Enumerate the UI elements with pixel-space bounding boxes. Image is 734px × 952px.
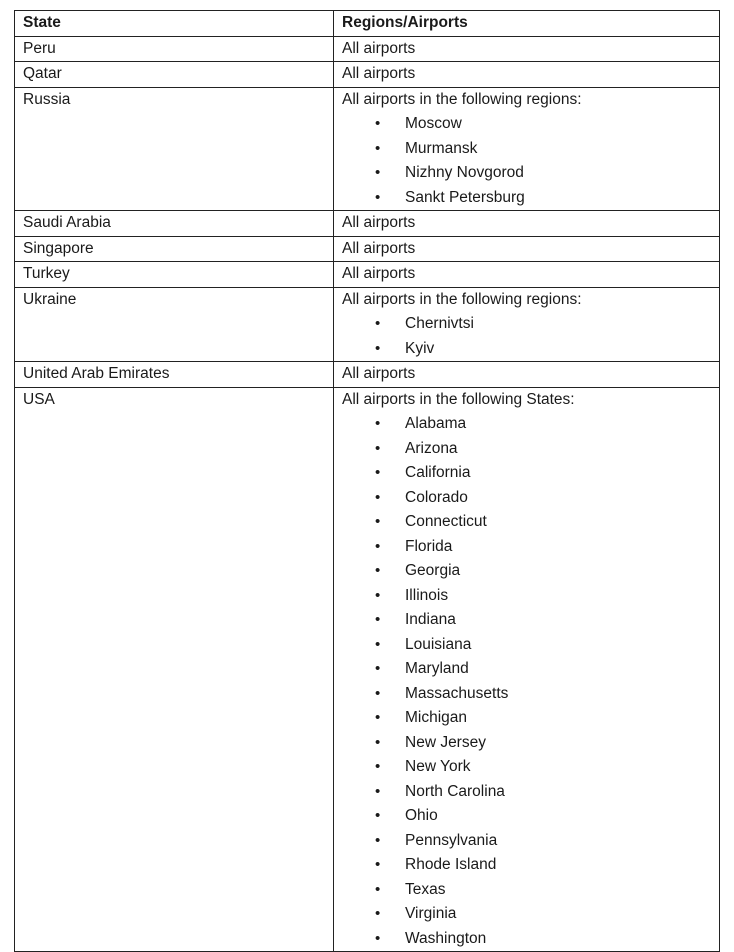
list-item-label: Alabama xyxy=(405,415,467,432)
list-item-label: Moscow xyxy=(405,115,462,132)
header-regions: Regions/Airports xyxy=(334,11,720,37)
region-list xyxy=(342,312,719,361)
bullet-icon: • xyxy=(375,188,381,206)
regions-summary: All airports xyxy=(342,214,416,231)
bullet-icon: • xyxy=(375,488,381,506)
regions-summary: All airports in the following regions: xyxy=(342,290,582,308)
list-item-label: Nizhny Novgorod xyxy=(405,164,524,181)
list-item-label: Maryland xyxy=(405,660,469,677)
bullet-icon: • xyxy=(375,513,381,530)
list-item-label: Colorado xyxy=(405,488,468,506)
list-item xyxy=(342,337,719,362)
bullet-icon: • xyxy=(375,586,381,604)
region-list xyxy=(342,412,719,951)
state-cell: United Arab Emirates xyxy=(15,362,334,388)
regions-summary: All airports xyxy=(342,65,416,82)
state-cell: Turkey xyxy=(15,262,334,288)
list-item-label: Washington xyxy=(405,929,487,947)
list-item-label: California xyxy=(405,464,471,481)
table-row xyxy=(15,36,720,62)
bullet-icon: • xyxy=(375,905,381,922)
state-cell: Peru xyxy=(15,36,334,62)
list-item xyxy=(342,633,719,658)
state-cell: Saudi Arabia xyxy=(15,211,334,237)
regions-cell xyxy=(334,287,720,362)
list-item-label: Pennsylvania xyxy=(405,831,498,849)
regions-summary: All airports xyxy=(342,239,416,257)
region-list xyxy=(342,112,719,210)
table-row xyxy=(15,287,720,362)
list-item xyxy=(342,682,719,707)
list-item xyxy=(342,186,719,211)
state-cell: Qatar xyxy=(15,62,334,88)
list-item-label: Massachusetts xyxy=(405,684,509,702)
bullet-icon: • xyxy=(375,139,381,157)
header-state: State xyxy=(15,11,334,37)
table-row xyxy=(15,262,720,288)
regions-summary: All airports xyxy=(342,39,416,57)
bullet-icon: • xyxy=(375,880,381,898)
regions-summary: All airports in the following regions: xyxy=(342,90,582,108)
bullet-icon: • xyxy=(375,164,381,181)
bullet-icon: • xyxy=(375,562,381,579)
list-item-label: Chernivtsi xyxy=(405,315,474,332)
bullet-icon: • xyxy=(375,115,381,132)
bullet-icon: • xyxy=(375,635,381,653)
list-item xyxy=(342,312,719,337)
bullet-icon: • xyxy=(375,464,381,481)
table-row xyxy=(15,62,720,88)
regions-cell xyxy=(334,36,720,62)
table-row xyxy=(15,87,720,211)
list-item xyxy=(342,731,719,756)
list-item-label: Georgia xyxy=(405,562,461,579)
list-item-label: Texas xyxy=(405,880,446,898)
bullet-icon: • xyxy=(375,415,381,432)
list-item-label: Illinois xyxy=(405,586,449,604)
table-row xyxy=(15,387,720,952)
list-item xyxy=(342,137,719,162)
list-item xyxy=(342,486,719,511)
bullet-icon: • xyxy=(375,733,381,751)
list-item xyxy=(342,657,719,682)
list-item-label: Murmansk xyxy=(405,139,478,157)
regions-table xyxy=(14,10,720,952)
list-item xyxy=(342,927,719,952)
bullet-icon: • xyxy=(375,660,381,677)
list-item-label: Connecticut xyxy=(405,513,487,530)
list-item-label: Indiana xyxy=(405,611,456,628)
list-item xyxy=(342,535,719,560)
regions-cell xyxy=(334,236,720,262)
table-row xyxy=(15,236,720,262)
bullet-icon: • xyxy=(375,611,381,628)
list-item xyxy=(342,510,719,535)
bullet-icon: • xyxy=(375,782,381,800)
list-item xyxy=(342,461,719,486)
regions-cell xyxy=(334,362,720,388)
list-item-label: North Carolina xyxy=(405,782,505,800)
bullet-icon: • xyxy=(375,929,381,947)
list-item xyxy=(342,804,719,829)
table-row xyxy=(15,362,720,388)
table-row xyxy=(15,211,720,237)
list-item-label: Florida xyxy=(405,537,453,555)
list-item-label: Ohio xyxy=(405,807,438,824)
list-item xyxy=(342,112,719,137)
regions-summary: All airports xyxy=(342,365,416,382)
list-item-label: New Jersey xyxy=(405,733,486,751)
regions-summary: All airports xyxy=(342,265,416,282)
state-cell: USA xyxy=(15,387,334,952)
bullet-icon: • xyxy=(375,339,381,357)
list-item xyxy=(342,559,719,584)
bullet-icon: • xyxy=(375,807,381,824)
bullet-icon: • xyxy=(375,856,381,873)
list-item xyxy=(342,608,719,633)
bullet-icon: • xyxy=(375,709,381,726)
bullet-icon: • xyxy=(375,315,381,332)
state-cell: Russia xyxy=(15,87,334,211)
regions-cell xyxy=(334,62,720,88)
list-item xyxy=(342,829,719,854)
bullet-icon: • xyxy=(375,758,381,775)
regions-cell xyxy=(334,262,720,288)
list-item-label: Arizona xyxy=(405,439,458,457)
list-item-label: Sankt Petersburg xyxy=(405,188,525,206)
list-item xyxy=(342,853,719,878)
regions-summary: All airports in the following States: xyxy=(342,390,575,408)
list-item xyxy=(342,780,719,805)
regions-cell xyxy=(334,87,720,211)
list-item xyxy=(342,878,719,903)
list-item xyxy=(342,161,719,186)
regions-cell xyxy=(334,211,720,237)
list-item xyxy=(342,437,719,462)
list-item-label: Kyiv xyxy=(405,339,435,357)
list-item-label: Virginia xyxy=(405,905,457,922)
bullet-icon: • xyxy=(375,831,381,849)
list-item-label: Michigan xyxy=(405,709,468,726)
list-item xyxy=(342,412,719,437)
table-body xyxy=(15,36,720,952)
list-item xyxy=(342,902,719,927)
list-item-label: Rhode Island xyxy=(405,856,497,873)
bullet-icon: • xyxy=(375,684,381,702)
list-item xyxy=(342,755,719,780)
state-cell: Ukraine xyxy=(15,287,334,362)
list-item xyxy=(342,706,719,731)
list-item-label: Louisiana xyxy=(405,635,472,653)
header-row xyxy=(15,11,720,37)
list-item xyxy=(342,584,719,609)
bullet-icon: • xyxy=(375,439,381,457)
state-cell: Singapore xyxy=(15,236,334,262)
bullet-icon: • xyxy=(375,537,381,555)
regions-cell xyxy=(334,387,720,952)
list-item-label: New York xyxy=(405,758,471,775)
